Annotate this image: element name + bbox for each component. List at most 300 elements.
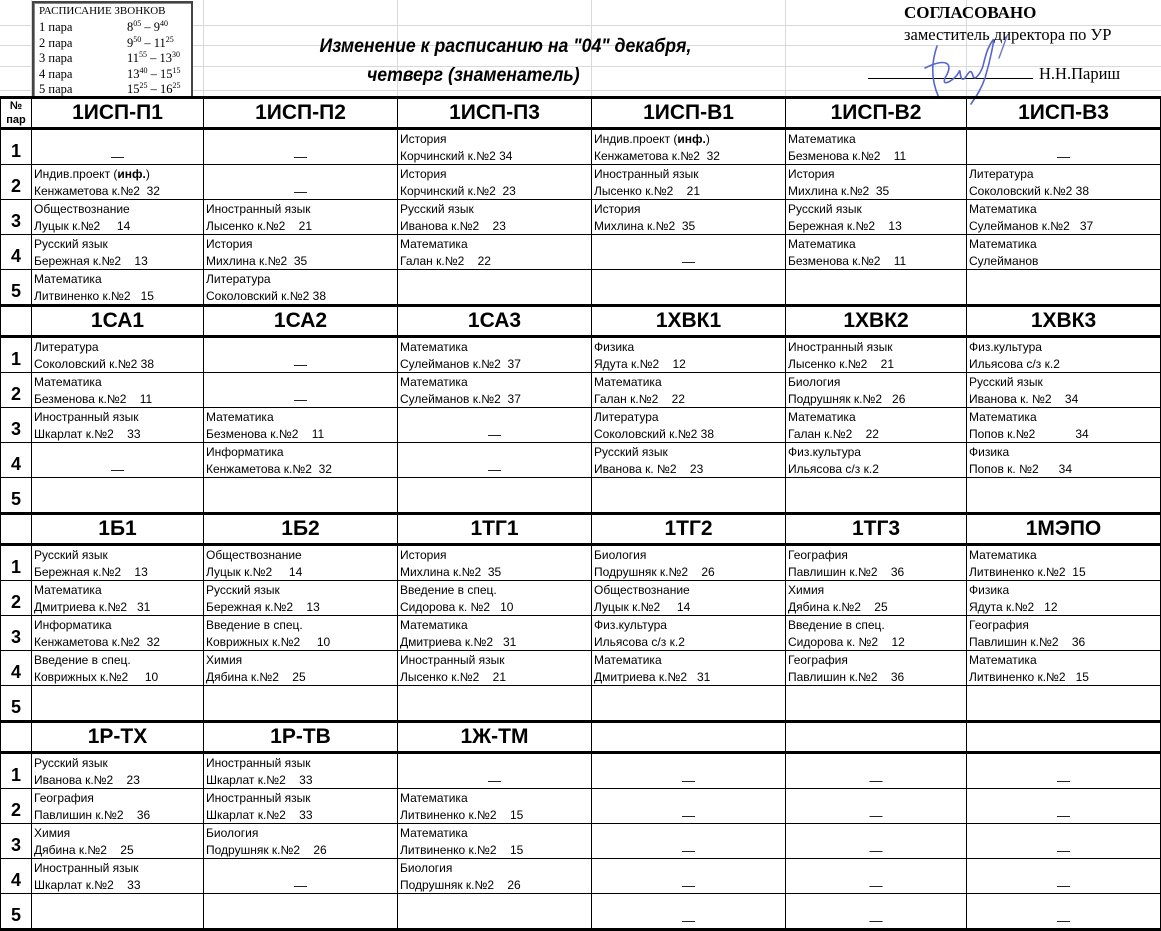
subject-text: История xyxy=(788,167,835,181)
subject-text: Индив.проект ( xyxy=(34,167,118,181)
lesson-row xyxy=(1,200,1161,235)
group-name: 1ТГ1 xyxy=(398,514,592,545)
subject-text: Информатика xyxy=(206,445,284,459)
subject-text: География xyxy=(969,618,1029,632)
lesson-teacher-room: Соколовский к.№2 38 xyxy=(34,356,154,371)
lesson-teacher-room: Литвиненко к.№2 15 xyxy=(969,564,1086,579)
lesson-row xyxy=(1,373,1161,408)
lesson-teacher-room: Подрушняк к.№2 26 xyxy=(788,391,906,406)
lesson-subject xyxy=(34,652,203,669)
lesson-cell xyxy=(204,200,398,235)
lesson-teacher-room: Михлина к.№2 35 xyxy=(594,218,696,233)
lesson-teacher-room: Сулейманов к.№2 37 xyxy=(969,218,1094,233)
lesson-teacher-room: Лысенко к.№2 21 xyxy=(206,218,313,233)
lesson-subject xyxy=(400,131,591,148)
lesson-cell xyxy=(398,165,592,200)
lesson-teacher-room: Ильясова с/з к.2 xyxy=(969,356,1060,371)
lesson-subject xyxy=(594,374,785,391)
title-line-2: четверг (знаменатель) xyxy=(366,65,580,86)
lesson-teacher-room: Подрушняк к.№2 26 xyxy=(400,877,521,892)
subject-text: Русский язык xyxy=(788,202,862,216)
bell-dash: – xyxy=(144,35,151,50)
lesson-subject xyxy=(594,582,785,599)
pair-number-header-line2: пар xyxy=(6,114,26,126)
pair-number: 3 xyxy=(1,200,32,235)
lesson-teacher-room: Иванова к. №2 23 xyxy=(594,461,704,476)
subject-text: Математика xyxy=(400,826,468,840)
bell-start-hour: 11 xyxy=(127,51,140,65)
lesson-cell-empty xyxy=(967,859,1161,894)
no-lesson-dash: — xyxy=(869,808,883,823)
lesson-cell xyxy=(398,651,592,686)
lesson-subject xyxy=(206,617,397,634)
subject-text: География xyxy=(788,548,848,562)
lesson-teacher-room: Коврижных к.№2 10 xyxy=(34,669,159,684)
lesson-cell xyxy=(967,545,1161,581)
lesson-row xyxy=(1,789,1161,824)
pair-number: 5 xyxy=(1,270,32,306)
subject-text: Обществознание xyxy=(594,583,690,597)
lesson-cell-blank xyxy=(592,686,786,722)
lesson-cell xyxy=(967,443,1161,478)
bell-time xyxy=(127,36,174,51)
subject-text: Физика xyxy=(969,445,1010,459)
lesson-teacher-room: Кенжаметова к.№2 32 xyxy=(594,148,720,163)
lesson-cell-blank xyxy=(967,686,1161,722)
lesson-subject xyxy=(34,617,203,634)
group-name: 1Р-ТХ xyxy=(32,722,204,753)
subject-text: Введение в спец. xyxy=(206,618,303,632)
lesson-subject xyxy=(400,374,591,391)
lesson-row xyxy=(1,581,1161,616)
lesson-teacher-room: Сидорова к. №2 10 xyxy=(400,599,514,614)
approval-heading: СОГЛАСОВАНО xyxy=(904,3,1037,22)
lesson-cell xyxy=(786,129,967,165)
subject-text: Иностранный язык xyxy=(400,653,505,667)
lesson-teacher-room: Литвиненко к.№2 15 xyxy=(969,669,1089,684)
no-lesson-dash: — xyxy=(488,462,501,477)
lesson-cell xyxy=(967,337,1161,373)
pair-number-header-empty xyxy=(1,514,32,545)
lesson-teacher-room: Подрушняк к.№2 26 xyxy=(594,564,715,579)
no-lesson-dash: — xyxy=(682,843,695,858)
pair-number: 5 xyxy=(1,478,32,514)
subject-text: Введение в спец. xyxy=(788,618,885,632)
group-name: 1ИСП-П2 xyxy=(204,98,398,129)
group-header-row xyxy=(1,98,1161,129)
bell-dash: – xyxy=(150,82,157,96)
lesson-teacher-room: Кенжаметова к.№2 32 xyxy=(206,461,332,476)
no-lesson-dash: — xyxy=(294,149,307,164)
lesson-cell xyxy=(786,651,967,686)
bell-start-hour: 9 xyxy=(127,35,134,50)
lesson-teacher-room: Павлишин к.№2 36 xyxy=(969,634,1086,649)
bell-row xyxy=(39,67,189,83)
bell-start-minute: 40 xyxy=(139,65,148,75)
subject-text: Иностранный язык xyxy=(34,410,139,424)
lesson-cell xyxy=(786,235,967,270)
lesson-cell-empty xyxy=(398,753,592,789)
lesson-cell xyxy=(967,200,1161,235)
subject-text: География xyxy=(788,653,848,667)
lesson-teacher-room: Дмитриева к.№2 31 xyxy=(594,669,711,684)
lesson-cell xyxy=(204,408,398,443)
lesson-cell-blank xyxy=(204,478,398,514)
lesson-cell-empty xyxy=(204,165,398,200)
subject-text: Информатика xyxy=(34,618,112,632)
subject-tail: ) xyxy=(145,167,150,181)
lesson-cell xyxy=(786,373,967,408)
group-name: 1ИСП-В2 xyxy=(786,98,967,129)
lesson-cell-empty xyxy=(592,753,786,789)
lesson-cell-empty xyxy=(204,337,398,373)
lesson-cell-empty xyxy=(398,408,592,443)
lesson-cell xyxy=(592,129,786,165)
subject-text: История xyxy=(400,167,447,181)
lesson-subject xyxy=(969,166,1160,183)
lesson-cell-blank xyxy=(786,270,967,306)
no-lesson-dash: — xyxy=(294,878,307,893)
group-name: 1ИСП-В3 xyxy=(967,98,1161,129)
lesson-subject xyxy=(788,236,966,253)
lesson-subject xyxy=(788,339,966,356)
lesson-subject xyxy=(34,201,203,218)
bell-end-minute: 25 xyxy=(172,81,181,90)
no-lesson-dash: — xyxy=(294,357,307,372)
lesson-subject xyxy=(206,409,397,426)
lesson-cell xyxy=(967,651,1161,686)
subject-text: Математика xyxy=(788,132,856,146)
lesson-cell xyxy=(204,235,398,270)
lesson-cell xyxy=(204,616,398,651)
lesson-subject xyxy=(400,339,591,356)
no-lesson-dash: — xyxy=(294,184,307,199)
subject-text: Математика xyxy=(969,202,1037,216)
lesson-teacher-room: Лысенко к.№2 21 xyxy=(594,183,701,198)
lesson-cell-empty xyxy=(592,789,786,824)
lesson-cell xyxy=(592,337,786,373)
lesson-cell xyxy=(398,789,592,824)
lesson-cell-empty xyxy=(32,129,204,165)
subject-text: Химия xyxy=(206,653,243,667)
lesson-subject xyxy=(34,166,203,183)
lesson-row xyxy=(1,545,1161,581)
pair-number-header xyxy=(1,98,32,129)
lesson-subject xyxy=(400,860,591,877)
group-header-row xyxy=(1,514,1161,545)
lesson-cell xyxy=(592,408,786,443)
lesson-cell xyxy=(967,616,1161,651)
pair-number-header-line1: № xyxy=(9,100,23,112)
group-name: 1ИСП-П1 xyxy=(32,98,204,129)
lesson-teacher-room: Ядута к.№2 12 xyxy=(594,356,686,371)
lesson-cell-empty xyxy=(592,235,786,270)
lesson-teacher-room: Иванова к.№2 23 xyxy=(34,772,140,787)
lesson-cell-blank xyxy=(398,686,592,722)
bell-time xyxy=(127,20,168,35)
subject-text: Русский язык xyxy=(594,445,668,459)
lesson-subject xyxy=(594,444,785,461)
group-name: 1ТГ3 xyxy=(786,514,967,545)
lesson-teacher-room: Безменова к.№2 11 xyxy=(206,426,325,441)
lesson-subject xyxy=(594,547,785,564)
lesson-row xyxy=(1,443,1161,478)
lesson-teacher-room: Соколовский к.№2 38 xyxy=(206,288,326,303)
lesson-cell xyxy=(204,443,398,478)
bell-time xyxy=(127,67,181,82)
subject-text: Биология xyxy=(788,375,841,389)
no-lesson-dash: — xyxy=(682,808,695,823)
subject-text: Математика xyxy=(400,375,468,389)
lesson-cell xyxy=(32,651,204,686)
subject-text: Математика xyxy=(206,410,274,424)
lesson-teacher-room: Дябина к.№2 25 xyxy=(34,842,134,857)
group-name: 1СА2 xyxy=(204,306,398,337)
group-name: 1Б2 xyxy=(204,514,398,545)
bell-end-hour: 16 xyxy=(160,82,173,96)
lesson-subject xyxy=(969,236,1160,253)
no-lesson-dash: — xyxy=(488,427,501,442)
lesson-cell xyxy=(398,200,592,235)
lesson-cell xyxy=(592,545,786,581)
lesson-cell xyxy=(32,408,204,443)
subject-text: Индив.проект ( xyxy=(594,132,678,146)
lesson-cell-empty xyxy=(967,824,1161,859)
lesson-subject xyxy=(594,131,785,148)
subject-text: Математика xyxy=(969,653,1037,667)
subject-text: Русский язык xyxy=(34,237,108,251)
bell-pair-label: 1 пара xyxy=(39,20,73,34)
pair-number: 3 xyxy=(1,408,32,443)
subject-text: Литература xyxy=(969,167,1034,181)
lesson-subject xyxy=(34,825,203,842)
lesson-subject xyxy=(788,374,966,391)
subject-text: Иностранный язык xyxy=(206,791,311,805)
lesson-cell xyxy=(786,200,967,235)
lesson-cell xyxy=(592,165,786,200)
pair-number-header-empty xyxy=(1,722,32,753)
lesson-row xyxy=(1,894,1161,930)
lesson-cell xyxy=(32,165,204,200)
subject-text: Физика xyxy=(969,583,1010,597)
lesson-teacher-room: Ильясова с/з к.2 xyxy=(788,461,879,476)
lesson-teacher-room: Михлина к.№2 35 xyxy=(400,564,502,579)
lesson-subject xyxy=(400,236,591,253)
no-lesson-dash: — xyxy=(869,913,883,928)
group-name xyxy=(967,722,1161,753)
lesson-subject xyxy=(788,201,966,218)
subject-text: Введение в спец. xyxy=(400,583,497,597)
lesson-row xyxy=(1,408,1161,443)
lesson-subject xyxy=(206,755,397,772)
lesson-subject xyxy=(34,755,203,772)
lesson-cell-empty xyxy=(786,894,967,930)
lesson-teacher-room: Дябина к.№2 25 xyxy=(206,669,306,684)
subject-text: Литература xyxy=(206,272,271,286)
no-lesson-dash: — xyxy=(294,392,307,407)
lesson-row xyxy=(1,270,1161,306)
lesson-cell-blank xyxy=(204,686,398,722)
schedule-table xyxy=(0,96,1161,931)
lesson-cell xyxy=(786,408,967,443)
subject-text: Биология xyxy=(400,861,453,875)
lesson-cell xyxy=(32,859,204,894)
lesson-cell xyxy=(204,753,398,789)
lesson-teacher-room: Луцык к.№2 14 xyxy=(34,218,131,233)
group-name: 1СА3 xyxy=(398,306,592,337)
lesson-cell-empty xyxy=(967,894,1161,930)
subject-text: Математика xyxy=(34,583,102,597)
subject-text: Иностранный язык xyxy=(34,861,139,875)
subject-text: История xyxy=(206,237,253,251)
subject-text: Иностранный язык xyxy=(206,202,311,216)
bell-dash: – xyxy=(150,51,157,65)
lesson-subject xyxy=(969,547,1160,564)
lesson-teacher-room: Безменова к.№2 11 xyxy=(788,253,907,268)
lesson-teacher-room: Галан к.№2 22 xyxy=(788,426,879,441)
subject-text: Обществознание xyxy=(34,202,130,216)
lesson-teacher-room: Сидорова к. №2 12 xyxy=(788,634,905,649)
lesson-subject xyxy=(206,652,397,669)
lesson-cell xyxy=(592,373,786,408)
lesson-cell xyxy=(32,235,204,270)
pair-number: 2 xyxy=(1,789,32,824)
lesson-subject xyxy=(206,582,397,599)
pair-number: 1 xyxy=(1,337,32,373)
lesson-cell-empty xyxy=(967,753,1161,789)
lesson-teacher-room: Иванова к.№2 23 xyxy=(400,218,506,233)
lesson-subject xyxy=(206,236,397,253)
lesson-teacher-room: Шкарлат к.№2 33 xyxy=(206,772,313,787)
bell-dash: – xyxy=(144,20,151,34)
lesson-teacher-room: Ядута к.№2 12 xyxy=(969,599,1058,614)
lesson-cell xyxy=(398,545,592,581)
bell-end-minute: 25 xyxy=(165,34,174,44)
lesson-teacher-room: Шкарлат к.№2 33 xyxy=(206,807,313,822)
group-name: 1МЭПО xyxy=(967,514,1161,545)
lesson-teacher-room: Бережная к.№2 13 xyxy=(788,218,902,233)
lesson-teacher-room: Михлина к.№2 35 xyxy=(788,183,890,198)
lesson-row xyxy=(1,616,1161,651)
subject-text: История xyxy=(400,548,447,562)
lesson-teacher-room: Михлина к.№2 35 xyxy=(206,253,308,268)
no-lesson-dash: — xyxy=(1057,878,1070,893)
lesson-row xyxy=(1,478,1161,514)
lesson-teacher-room: Литвиненко к.№2 15 xyxy=(34,288,154,303)
lesson-subject xyxy=(400,825,591,842)
lesson-cell-blank xyxy=(967,478,1161,514)
subject-text: Математика xyxy=(400,340,468,354)
subject-tail: ) xyxy=(705,132,710,146)
subject-text: Физ.культура xyxy=(969,340,1042,354)
lesson-cell xyxy=(32,545,204,581)
lesson-row xyxy=(1,337,1161,373)
subject-text: Обществознание xyxy=(206,548,302,562)
pair-number: 1 xyxy=(1,545,32,581)
bell-end-minute: 30 xyxy=(172,50,181,59)
lesson-cell xyxy=(32,616,204,651)
lesson-teacher-room: Шкарлат к.№2 33 xyxy=(34,877,141,892)
lesson-teacher-room: Сулейманов к.№2 37 xyxy=(400,391,521,406)
lesson-cell xyxy=(967,235,1161,270)
lesson-subject xyxy=(400,790,591,807)
lesson-cell-empty xyxy=(786,753,967,789)
group-name: 1Б1 xyxy=(32,514,204,545)
lesson-cell xyxy=(204,824,398,859)
lesson-teacher-room: Луцык к.№2 14 xyxy=(206,564,303,579)
group-name: 1ИСП-П3 xyxy=(398,98,592,129)
subject-text: Математика xyxy=(400,791,468,805)
group-name xyxy=(592,722,786,753)
pair-number: 2 xyxy=(1,581,32,616)
lesson-teacher-room: Попов к.№2 34 xyxy=(969,426,1089,441)
lesson-teacher-room: Павлишин к.№2 36 xyxy=(34,807,151,822)
subject-text: Биология xyxy=(594,548,647,562)
bell-row xyxy=(39,51,189,67)
bell-pair-label: 3 пара xyxy=(39,51,73,65)
bell-start-minute: 05 xyxy=(133,19,142,28)
pair-number: 3 xyxy=(1,616,32,651)
pair-number: 3 xyxy=(1,824,32,859)
bell-start-hour: 15 xyxy=(127,82,140,96)
group-name: 1ТГ2 xyxy=(592,514,786,545)
subject-text: Математика xyxy=(788,410,856,424)
subject-text: Литература xyxy=(34,340,99,354)
lesson-cell-blank xyxy=(398,894,592,930)
lesson-subject xyxy=(788,582,966,599)
lesson-cell-empty xyxy=(592,824,786,859)
pair-number: 4 xyxy=(1,235,32,270)
lesson-subject xyxy=(969,617,1160,634)
subject-text: Литература xyxy=(594,410,659,424)
lesson-cell-blank xyxy=(32,894,204,930)
subject-bold-part: инф. xyxy=(117,167,146,181)
lesson-cell xyxy=(967,373,1161,408)
lesson-subject xyxy=(788,652,966,669)
lesson-subject xyxy=(969,339,1160,356)
lesson-subject xyxy=(206,444,397,461)
pair-number: 5 xyxy=(1,686,32,722)
subject-text: Математика xyxy=(788,237,856,251)
lesson-cell xyxy=(786,581,967,616)
lesson-cell xyxy=(592,200,786,235)
subject-text: Русский язык xyxy=(34,756,108,770)
gridline xyxy=(203,0,204,97)
lesson-subject xyxy=(788,547,966,564)
subject-text: Химия xyxy=(34,826,71,840)
lesson-teacher-room: Павлишин к.№2 36 xyxy=(788,564,905,579)
bell-pair-label: 5 пара xyxy=(39,82,73,96)
lesson-teacher-room: Бережная к.№2 13 xyxy=(34,253,148,268)
lesson-teacher-room: Луцык к.№2 14 xyxy=(594,599,691,614)
lesson-subject xyxy=(400,166,591,183)
pair-number: 4 xyxy=(1,651,32,686)
lesson-cell-blank xyxy=(398,270,592,306)
lesson-subject xyxy=(969,409,1160,426)
subject-text: Введение в спец. xyxy=(34,653,131,667)
subject-text: Математика xyxy=(34,375,102,389)
lesson-cell xyxy=(32,200,204,235)
lesson-cell xyxy=(786,165,967,200)
lesson-teacher-room: Сулейманов xyxy=(969,253,1039,268)
pair-number: 4 xyxy=(1,443,32,478)
lesson-teacher-room: Ильясова с/з к.2 xyxy=(594,634,685,649)
lesson-subject xyxy=(206,271,397,288)
no-lesson-dash: — xyxy=(682,773,695,788)
no-lesson-dash: — xyxy=(1057,773,1070,788)
lesson-subject xyxy=(969,582,1160,599)
pair-number: 2 xyxy=(1,373,32,408)
